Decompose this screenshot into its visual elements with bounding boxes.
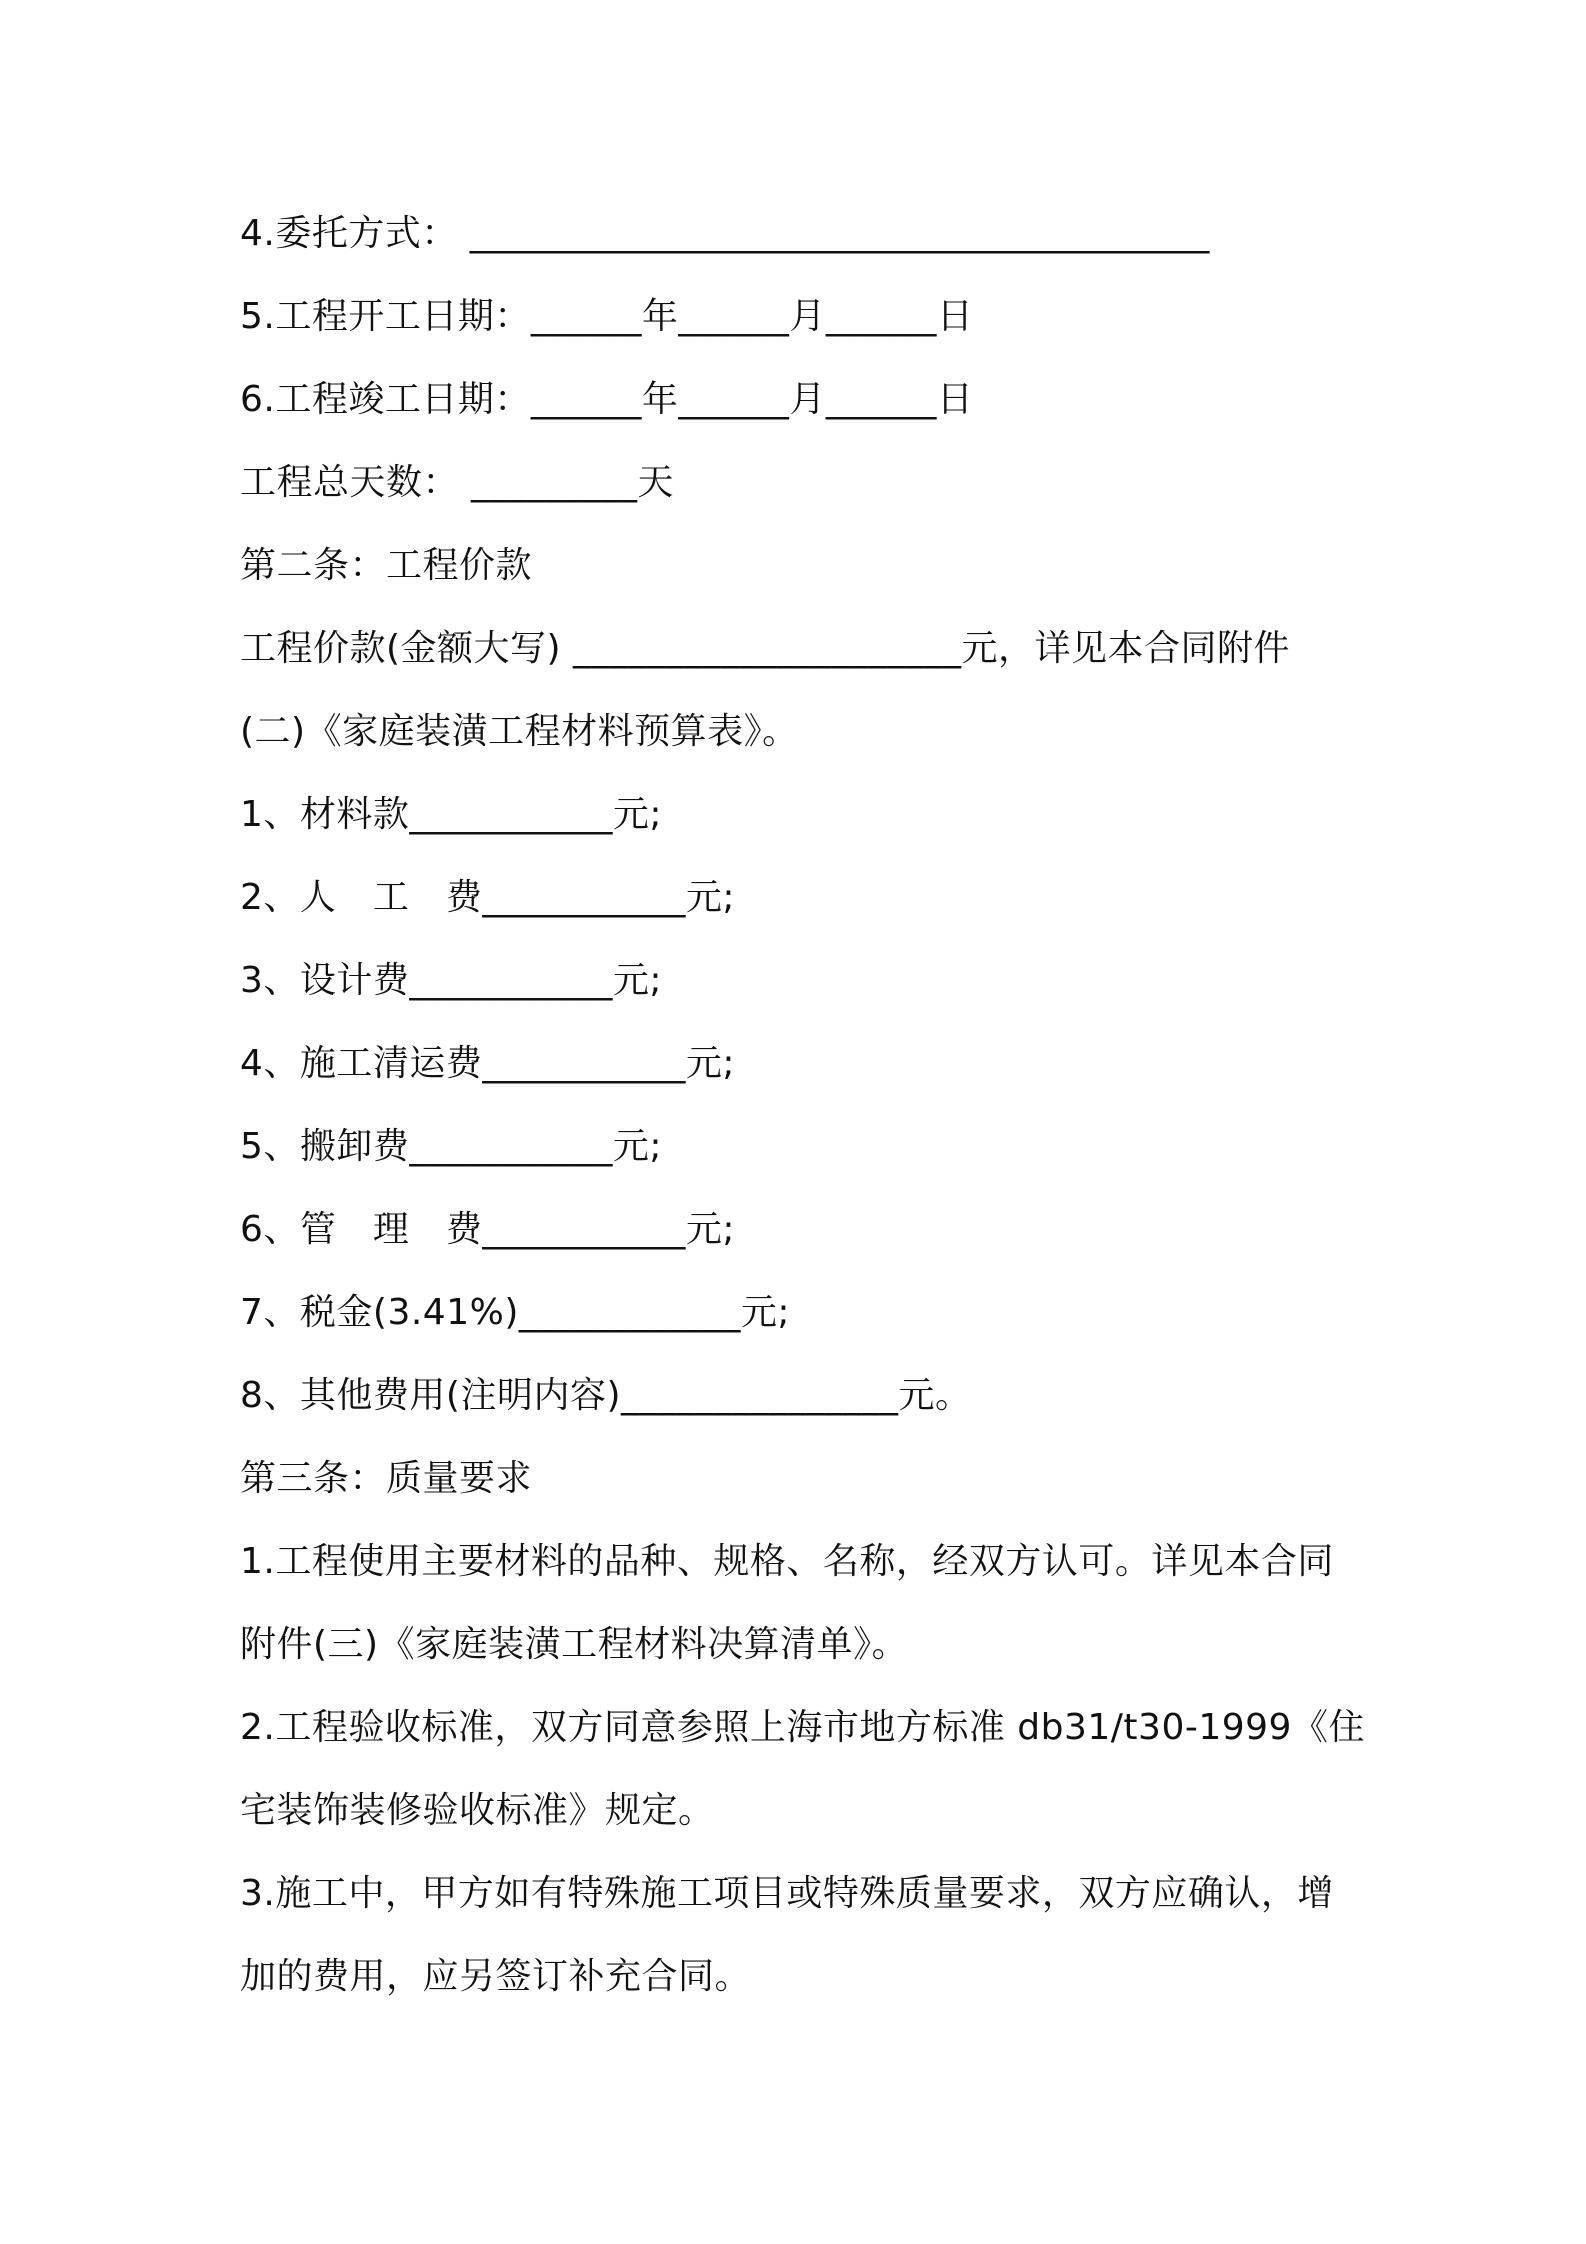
fee-item-management: 6、管 理 费___________元; bbox=[240, 1209, 736, 1250]
quality-clause-2-line-2: 宅装饰装修验收标准》规定。 bbox=[240, 1790, 715, 1831]
fee-item-other: 8、其他费用(注明内容)_______________元。 bbox=[240, 1375, 972, 1416]
fee-item-cleanup: 4、施工清运费___________元; bbox=[240, 1043, 736, 1084]
quality-clause-3-line-2: 加的费用，应另签订补充合同。 bbox=[240, 1956, 752, 1997]
clause-price-attachment: (二)《家庭装潢工程材料预算表》。 bbox=[240, 711, 799, 752]
section-heading-price: 第二条：工程价款 bbox=[240, 545, 533, 586]
fee-item-labor: 2、人 工 费___________元; bbox=[240, 877, 736, 918]
quality-clause-2-line-1: 2.工程验收标准，双方同意参照上海市地方标准 db31/t30-1999《住 bbox=[240, 1707, 1365, 1748]
fee-item-materials: 1、材料款___________元; bbox=[240, 794, 663, 835]
fee-item-design: 3、设计费___________元; bbox=[240, 960, 663, 1001]
quality-clause-1-line-2: 附件(三)《家庭装潢工程材料决算清单》。 bbox=[240, 1624, 909, 1665]
quality-clause-3-line-1: 3.施工中，甲方如有特殊施工项目或特殊质量要求，双方应确认，增 bbox=[240, 1873, 1334, 1914]
clause-start-date: 5.工程开工日期：______年______月______日 bbox=[240, 296, 974, 337]
fee-item-tax: 7、税金(3.41%)____________元; bbox=[240, 1292, 790, 1333]
clause-completion-date: 6.工程竣工日期：______年______月______日 bbox=[240, 379, 974, 420]
clause-total-days: 工程总天数： _________天 bbox=[240, 462, 674, 503]
fee-item-moving: 5、搬卸费___________元; bbox=[240, 1126, 663, 1167]
quality-clause-1-line-1: 1.工程使用主要材料的品种、规格、名称，经双方认可。详见本合同 bbox=[240, 1541, 1334, 1582]
clause-price-amount: 工程价款(金额大写) _____________________元，详见本合同附件 bbox=[240, 628, 1291, 669]
section-heading-quality: 第三条：质量要求 bbox=[240, 1458, 533, 1499]
clause-delegation-method: 4.委托方式： ________________________________________ bbox=[240, 213, 1210, 254]
